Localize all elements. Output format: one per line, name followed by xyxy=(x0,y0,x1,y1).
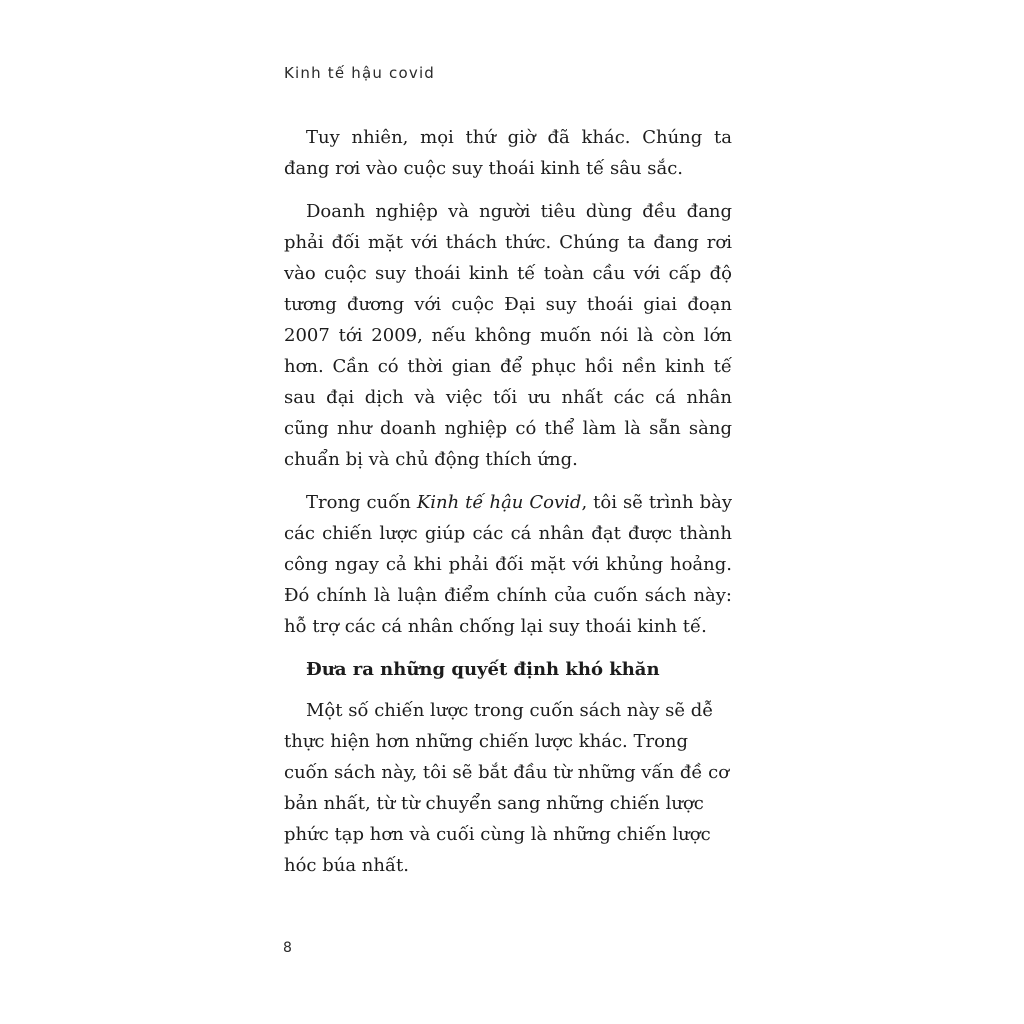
body-text xyxy=(284,122,732,893)
running-header: Kinh tế hậu covid xyxy=(284,64,436,82)
section-heading: Đưa ra những quyết định khó khăn xyxy=(306,659,660,680)
paragraph-3-lead: Trong cuốn xyxy=(306,492,417,513)
book-title-italic: Kinh tế hậu Covid xyxy=(416,492,582,513)
page-number: 8 xyxy=(283,940,292,956)
paragraph-4: Một số chiến lược trong cuốn sách này sẽ dễ thực hiện hơn những chiến lược khác. Trong cuốn sách này, tôi sẽ bắt đầu từ những vấn đề cơ bản nhất, từ từ chuyển sang những chiến lược phức tạp hơn và cuối cùng là những chiến lược hóc búa nhất. xyxy=(284,700,730,876)
paragraph-1: Tuy nhiên, mọi thứ giờ đã khác. Chúng ta đang rơi vào cuộc suy thoái kinh tế sâu sắc. xyxy=(284,127,732,179)
paragraph-2: Doanh nghiệp và người tiêu dùng đều đang phải đối mặt với thách thức. Chúng ta đang rơi vào cuộc suy thoái kinh tế toàn cầu với cấp độ tương đương với cuộc Đại suy thoái giai đoạn 2007 tới 2009, nếu không muốn nói là còn lớn hơn. Cần có thời gian để phục hồi nền kinh tế sau đại dịch và việc tối ưu nhất các cá nhân cũng như doanh nghiệp có thể làm là sẵn sàng chuẩn bị và chủ động thích ứng. xyxy=(284,201,732,470)
paragraph-3 xyxy=(284,487,732,642)
paragraph-3-rest: , tôi sẽ trình bày các chiến lược giúp các cá nhân đạt được thành công ngay cả khi phải đối mặt với khủng hoảng. Đó chính là luận điểm chính của cuốn sách này: hỗ trợ các cá nhân chống lại suy thoái kinh tế. xyxy=(284,492,733,637)
